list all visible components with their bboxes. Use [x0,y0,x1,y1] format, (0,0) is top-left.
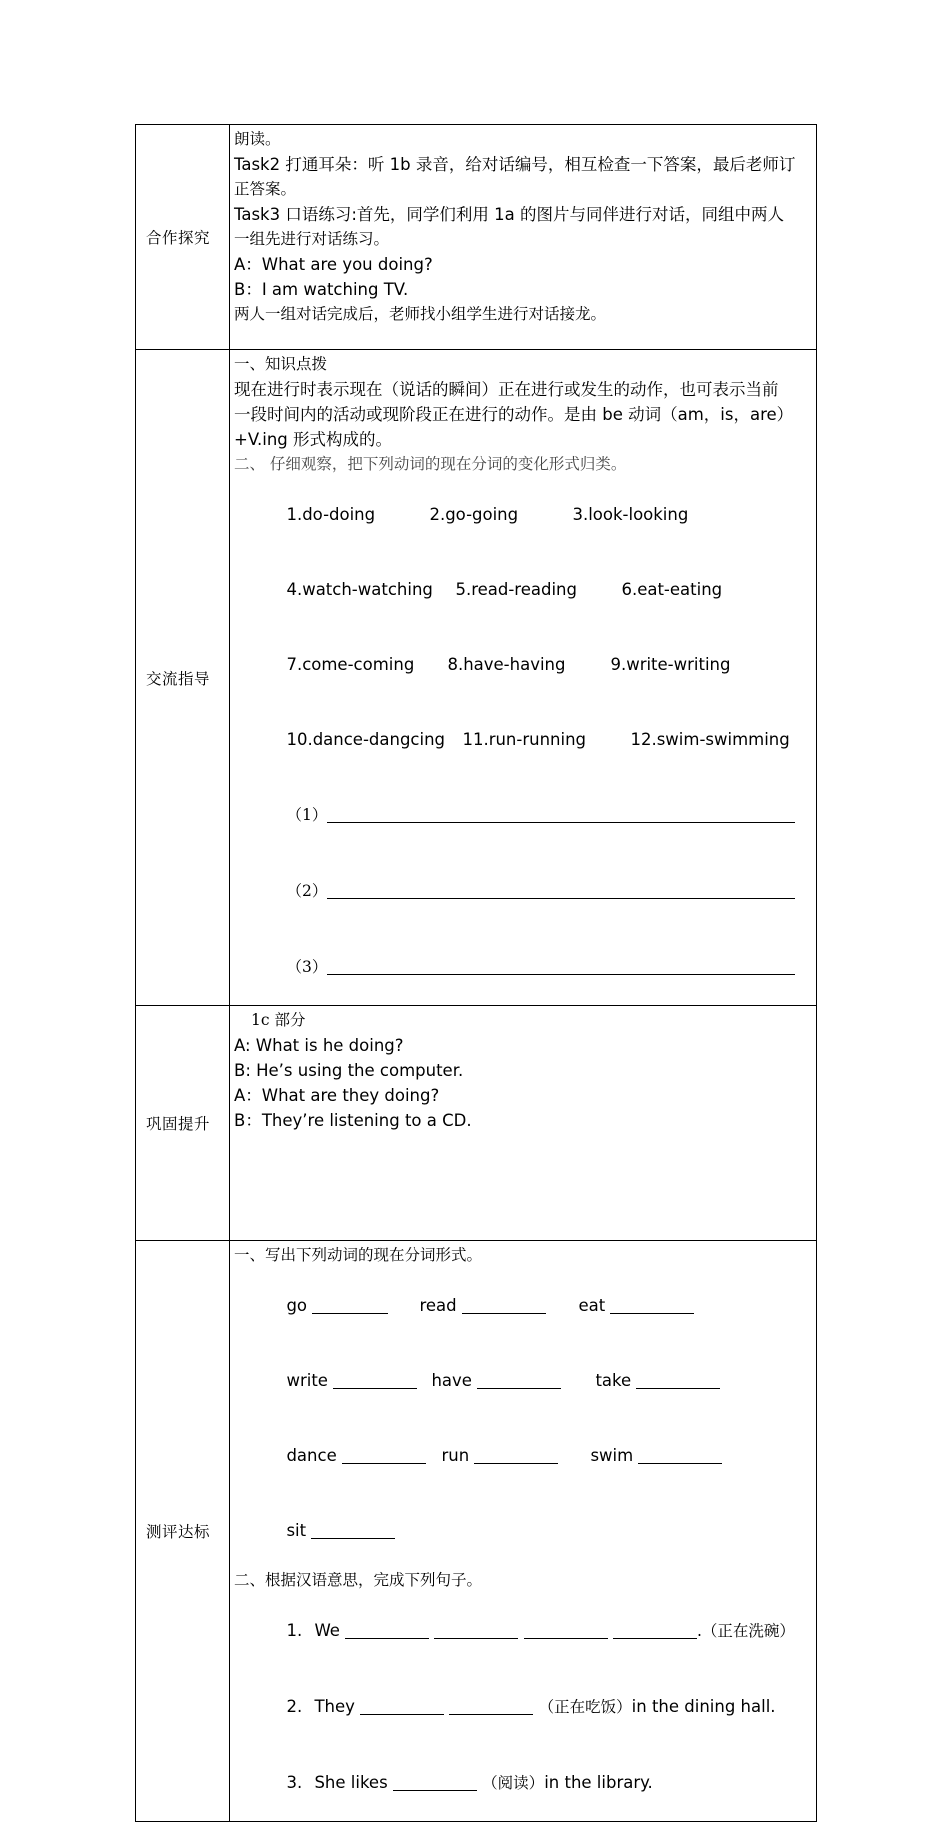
verb-item: 11.run-running [462,730,587,749]
answer-blank[interactable] [393,1773,477,1791]
answer-blank[interactable] [477,1371,561,1389]
row-label: 巩固提升 [146,1115,211,1133]
verb-item: 9.write-writing [610,655,731,674]
chinese-hint: （阅读） [482,1774,545,1792]
verb-item: 7.come-coming [286,655,415,674]
row-label: 交流指导 [146,669,211,688]
dialogue-line: A: What is he doing? [234,1036,404,1055]
sentence-row [234,1593,810,1669]
chinese-hint: .（正在洗碗） [696,1622,795,1640]
word-row [234,1418,810,1493]
text-line: Task2 打通耳朵：听 1b 录音，给对话编号，相互检查一下答案，最后老师订 [234,155,796,174]
verb-item: 4.watch-watching [286,580,433,599]
word: run [441,1446,470,1465]
answer-blank[interactable] [636,1371,720,1389]
section-heading: 一、写出下列动词的现在分词形式。 [234,1246,483,1264]
answer-blank[interactable] [311,1521,395,1539]
sentence-start: She likes [314,1773,388,1792]
verb-item: 2.go-going [429,505,519,524]
word-row [234,1268,810,1343]
section-heading: 一、知识点拨 [234,355,328,373]
verb-item: 6.eat-eating [621,580,723,599]
label-cell [136,125,230,350]
group-answer-line [234,777,810,853]
word: sit [286,1521,307,1540]
word: go [286,1296,308,1315]
sentence-row [234,1745,810,1821]
sentence-start: They [314,1697,355,1716]
sentence-end: in the dining hall. [631,1697,776,1716]
verb-item: 3.look-looking [572,505,689,524]
dialogue-line: A：What are they doing? [234,1086,440,1105]
verb-row [234,702,810,777]
word: eat [578,1296,606,1315]
text-line: 正答案。 [234,180,297,198]
word: write [286,1371,328,1390]
label-cell [136,1006,230,1241]
content-cell [230,125,817,350]
answer-blank[interactable] [327,805,795,823]
answer-blank[interactable] [474,1446,558,1464]
answer-blank[interactable] [610,1296,694,1314]
group-number: （3） [286,958,328,976]
content-cell [230,1006,817,1241]
word-row [234,1493,810,1568]
answer-blank[interactable] [360,1697,444,1715]
verb-row [234,552,810,627]
row-cooperative-exploration [136,125,817,350]
label-cell [136,350,230,1006]
content-cell [230,350,817,1006]
word: swim [590,1446,634,1465]
group-answer-line [234,853,810,929]
row-consolidation [136,1006,817,1241]
row-label: 测评达标 [146,1523,211,1541]
sentence-number: 3. [286,1773,303,1792]
verb-item: 10.dance-dangcing [286,730,446,749]
group-number: （1） [286,806,328,824]
answer-blank[interactable] [342,1446,426,1464]
answer-blank[interactable] [327,957,795,975]
answer-blank[interactable] [462,1296,546,1314]
dialogue-line: B: He’s using the computer. [234,1061,464,1080]
text-line: +V.ing 形式构成的。 [234,430,392,449]
row-assessment [136,1241,817,1822]
verb-row [234,477,810,552]
verb-item: 12.swim-swimming [630,730,790,749]
word: take [595,1371,632,1390]
section-heading: 1c 部分 [251,1011,306,1029]
answer-blank[interactable] [638,1446,722,1464]
row-label: 合作探究 [146,229,211,247]
sentence-start: We [314,1621,340,1640]
answer-blank[interactable] [434,1621,518,1639]
answer-blank[interactable] [613,1621,697,1639]
dialogue-line: A：What are you doing? [234,255,433,274]
section-heading: 二、根据汉语意思，完成下列句子。 [234,1571,483,1589]
answer-blank[interactable] [449,1697,533,1715]
word: have [431,1371,472,1390]
verb-item: 8.have-having [447,655,566,674]
text-line: 一组先进行对话练习。 [234,230,390,248]
answer-blank[interactable] [312,1296,388,1314]
text-line: 一段时间内的活动或现阶段正在进行的动作。是由 be 动词（am，is，are） [234,405,794,424]
label-cell [136,1241,230,1822]
content-cell [230,1241,817,1822]
verb-item: 5.read-reading [455,580,577,599]
text-line: 现在进行时表示现在（说话的瞬间）正在进行或发生的动作，也可表示当前 [234,380,779,399]
answer-blank[interactable] [327,881,795,899]
sentence-number: 1. [286,1621,303,1640]
answer-blank[interactable] [333,1371,417,1389]
answer-blank[interactable] [524,1621,608,1639]
sentence-row [234,1669,810,1745]
verb-item: 1.do-doing [286,505,376,524]
dialogue-line: B：I am watching TV. [234,280,409,299]
chinese-hint: （正在吃饭） [538,1698,632,1716]
word: dance [286,1446,337,1465]
section-heading: 二、 仔细观察，把下列动词的现在分词的变化形式归类。 [234,455,627,473]
sentence-number: 2. [286,1697,303,1716]
sentence-end: in the library. [544,1773,653,1792]
dialogue-line: B：They’re listening to a CD. [234,1111,472,1130]
verb-row [234,627,810,702]
text-line: Task3 口语练习:首先，同学们利用 1a 的图片与同伴进行对话，同组中两人 [234,205,785,224]
group-number: （2） [286,882,328,900]
text-line: 两人一组对话完成后，老师找小组学生进行对话接龙。 [234,305,607,323]
answer-blank[interactable] [345,1621,429,1639]
row-communication-guidance [136,350,817,1006]
word-row [234,1343,810,1418]
group-answer-line [234,929,810,1005]
word: read [419,1296,457,1315]
lesson-table [135,124,817,1822]
text-line: 朗读。 [234,130,281,148]
